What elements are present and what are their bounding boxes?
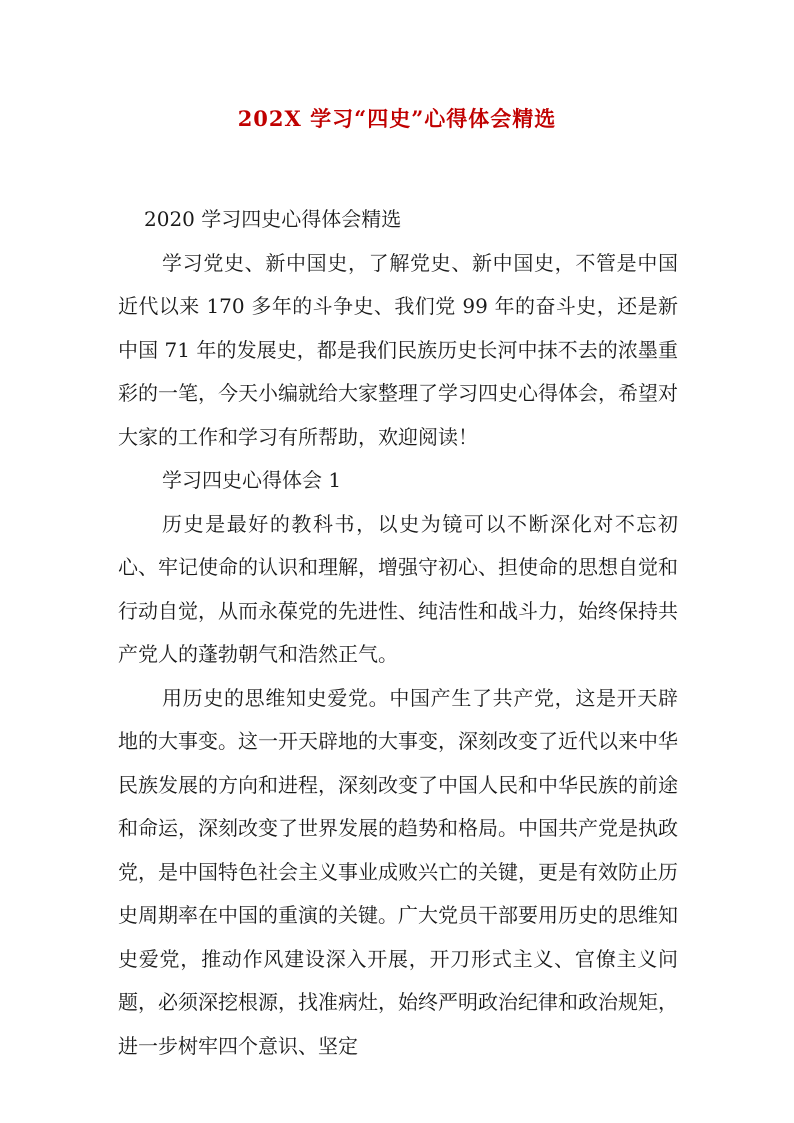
paragraph-intro: 学习党史、新中国史，了解党史、新中国史，不管是中国近代以来 170 多年的斗争史、我们党 99 年的奋斗史，还是新中国 71 年的发展史，都是我们民族历史长河中抹不去的浓墨重彩的一笔，今天小编就给大家整理了学习四史心得体会，希望对大家的工作和学习有所帮助，欢迎阅读！ [118,250,678,449]
document-body [118,198,678,1068]
document-subtitle: 2020 学习四史心得体会精选 [144,207,402,231]
section-heading: 学习四史心得体会 1 [162,468,342,492]
paragraph-historical-thinking: 用历史的思维知史爱党。中国产生了共产党，这是开天辟地的大事变。这一开天辟地的大事变，深刻改变了近代以来中华民族发展的方向和进程，深刻改变了中国人民和中华民族的前途和命运，深刻改变了世界发展的趋势和格局。中国共产党是执政党，是中国特色社会主义事业成败兴亡的关键，更是有效防止历史周期率在中国的重演的关键。广大党员干部要用历史的思维知史爱党，推动作风建设深入开展，开刀形式主义、官僚主义问题，必须深挖根源，找准病灶，始终严明政治纪律和政治规矩，进一步树牢四个意识、坚定 [118,685,678,1058]
paragraph-history-textbook: 历史是最好的教科书，以史为镜可以不断深化对不忘初心、牢记使命的认识和理解，增强守初心、担使命的思想自觉和行动自觉，从而永葆党的先进性、纯洁性和战斗力，始终保持共产党人的蓬勃朝气和浩然正气。 [118,511,678,666]
document-title: 202X 学习“四史”心得体会精选 [237,106,557,131]
